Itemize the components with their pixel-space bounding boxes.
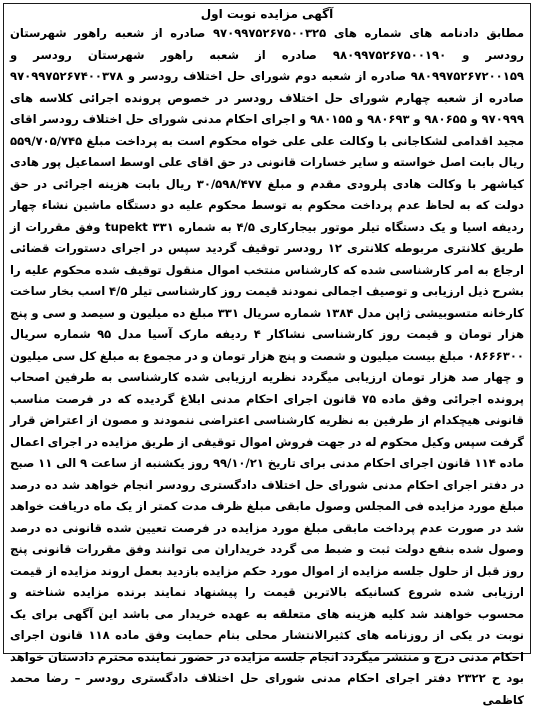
notice-title: آگهی مزایده نوبت اول <box>200 7 334 21</box>
auction-notice <box>3 3 531 707</box>
notice-body: مطابق دادنامه های شماره های ۹۷۰۹۹۷۵۲۶۷۵۰۰۳۲۵ صادره از شعبه راهور شهرستان رودسر و ۹۸۰۹۹۷۵۲۶۷۵۰۰۱۹۰ صادره از شعبه راهور شهرستان رودسر و ۹۸۰۹۹۷۵۲۶۷۲۰۰۱۵۹ صادره از شعبه دوم شورای حل اختلاف رودسر و ۹۷۰۹۹۷۵۲۶۷۴۰۰۳۷۸ صادره از شعبه چهارم شورای حل اختلاف رودسر در خصوص پرونده اجرائی کلاسه های ۹۷۰۹۹۹ و ۹۸۰۶۵۵ و ۹۸۰۶۹۳ و ۹۸۰۱۵۵ و اجرای احکام مدنی شورای حل اختلاف رودسر اقای مجید اقدامی لشکاجانی با وکالت علی علی خواه محکوم است به پرداخت مبلغ ۵۵۹/۷۰۵/۷۴۵ ریال بابت اصل خواسته و سایر خسارات قانونی در حق اقای علی اوسط اسماعیل پور هادی کیاشهر با وکالت هادی پلرودی مقدم و مبلغ ۳۰/۵۹۸/۴۷۷ ریال بابت هزینه اجرائی در حق دولت که به لحاظ عدم پرداخت محکوم به توسط محکوم علیه دو دستگاه ماشین نشاء چهار ردیفه اسیا و یک دستگاه تیلر موتور بیجارکاری ۴/۵ به شماره ۳۳۱ tupekt وفق مقررات از طریق کلانتری مربوطه کلانتری ۱۲ رودسر توقیف گردید سپس در اجرای دستورات قضائی ارجاع به امر کارشناسی شده که کارشناس منتخب اموال منقول توقیف شده محکوم علیه را بشرح ذیل ارزیابی و توصیف اجمالی نمودند قیمت روز کارشناسی تیلر ۴/۵ اسب بخار ساخت کارخانه متسوبیشی ژاپن مدل ۱۳۸۴ شماره سریال ۳۳۱ مبلغ ده میلیون و سیصد و سی و پنج هزار تومان و قیمت روز کارشناسی نشاکار ۴ ردیفه مارک آسیا مدل ۹۵ شماره سریال ۰۸۶۶۶۳۰۰ مبلغ بیست میلیون و شصت و پنج هزار تومان و در مجموع به مبلغ کل سی میلیون و چهار صد هزار تومان ارزیابی میگردد نظریه ارزیابی شده کارشناسی به طرفین اصحاب پرونده اجرائی وفق ماده ۷۵ قانون اجرای احکام مدنی ابلاغ گردیده که در فرصت مناسب قانونی هیچکدام از طرفین به نظریه کارشناسی اعتراضی ننمودند و مصون از اعتراض قرار گرفت سپس وکیل محکوم له در جهت فروش اموال توقیفی از طریق مزایده در اجرای اعمال ماده ۱۱۴ قانون اجرای احکام مدنی برای تاریخ ۹۹/۱۰/۲۱ روز یکشنبه از ساعت ۹ الی ۱۱ صبح در دفتر اجرای احکام مدنی شورای حل اختلاف دادگستری رودسر انجام خواهد شد ده درصد مبلغ مورد مزایده فی المجلس وصول مابقی مبلغ ظرف مدت کمتر از یک ماه دریافت خواهد شد در صورت عدم پرداخت مابقی مبلغ مورد مزایده در فرصت تعیین شده قانونی ده درصد وصول شده بنفع دولت ثبت و ضبط می گردد خریداران می توانند وفق مقررات قانونی پنج روز قبل از حلول جلسه مزایده از اموال مورد حکم مزایده بازدید بعمل اروند مزایده از قیمت ارزیابی شده شروع کسانیکه بالاترین قیمت را پیشنهاد نمایند برنده مزایده شناخته و محسوب خواهند شد کلیه هزینه های متعلقه به عهده خریدار می باشد این آگهی برای یک نوبت در یکی از روزنامه های کثیرالانتشار محلی بنام حمایت وفق ماده ۱۱۸ قانون اجرای احکام مدنی درج و منتشر میگردد انجام جلسه مزایده در حضور نماینده محترم دادستان خواهد بود ح ۲۳۲۲ دفتر اجرای احکام مدنی شورای حل اختلاف دادگستری رودسر – رضا محمد کاظمی <box>10 26 525 707</box>
